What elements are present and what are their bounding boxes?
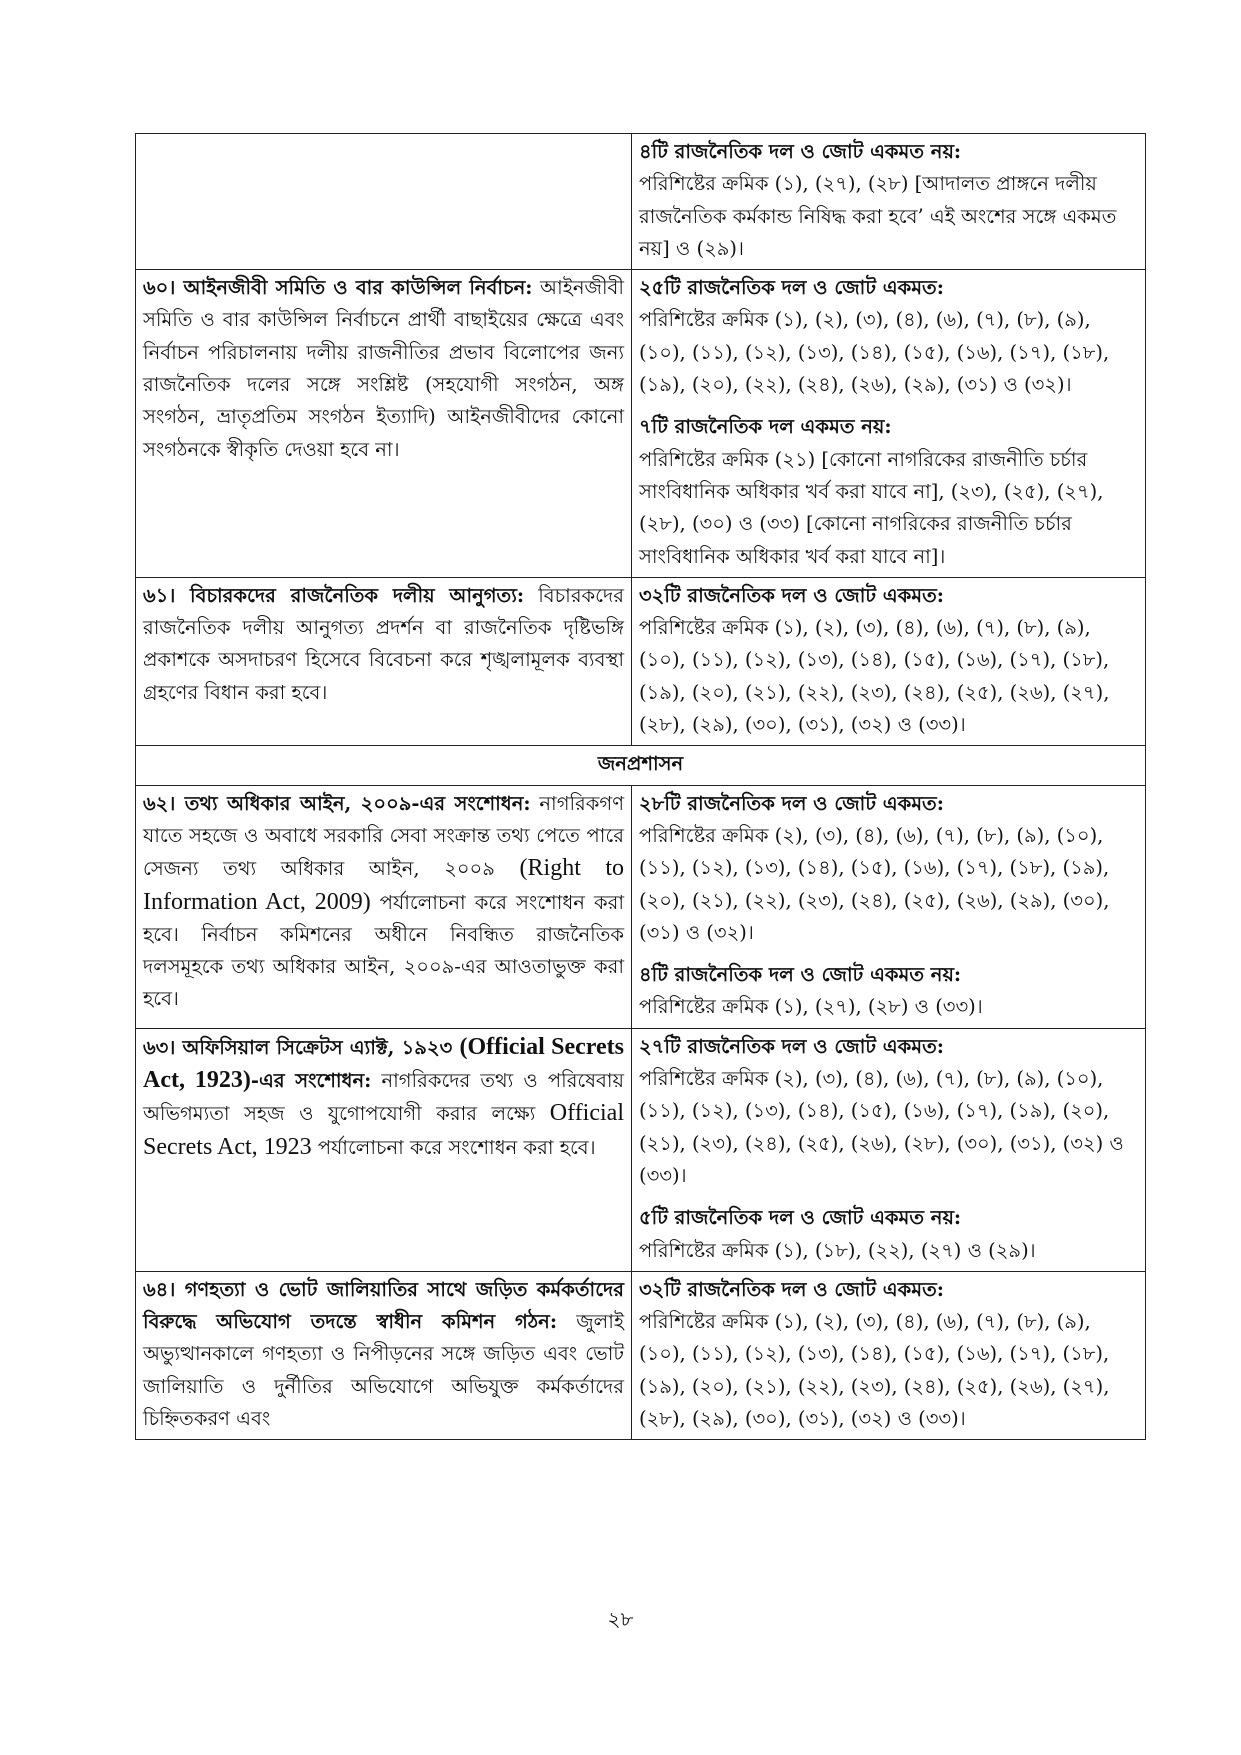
opinion-heading: ৪টি রাজনৈতিক দল ও জোট একমত নয়:: [639, 140, 962, 163]
spacer: [639, 949, 1138, 959]
proposal-text: নাগরিকদের তথ্য ও পরিষেবায় অভিগম্যতা সহজ ও যুগোপযোগী করার লক্ষ্যে: [143, 1069, 625, 1126]
opinion-heading: ৭টি রাজনৈতিক দল একমত নয়:: [639, 415, 892, 439]
proposal-title: ৬৩। অফিসিয়াল সিক্রেটস এ্যাক্ট, ১৯২৩: [143, 1035, 460, 1059]
opinion-text: পরিশিষ্টের ক্রমিক (২), (৩), (৪), (৬), (৭), (৮), (৯), (১০), (১১), (১২), (১৩), (১৪), (১৫), (১৬), (১৭), (১৮), (১৯), (২০), (২১), (২২), (২৩), (২৪), (২৫), (২৬), (২৯), (৩০), (৩১) ও (৩২)।: [639, 823, 1110, 944]
proposal-text-latin: Official Secrets Act, 1923: [143, 1100, 624, 1160]
opinion-text: পরিশিষ্টের ক্রমিক (১), (২), (৩), (৪), (৬), (৭), (৮), (৯), (১০), (১১), (১২), (১৩), (১৪), (১৫), (১৬), (১৭), (১৮), (১৯), (২০), (২১), (২২), (২৩), (২৪), (২৫), (২৬), (২৭), (২৮), (২৯), (৩০), (৩১), (৩২) ও (৩৩)।: [639, 616, 1110, 737]
opinion-text: পরিশিষ্টের ক্রমিক (২১) [কোনো নাগরিকের রাজনীতি চর্চার সাংবিধানিক অধিকার খর্ব করা যাবে না], (২৩), (২৫), (২৭), (২৮), (৩০) ও (৩৩) [কোনো নাগরিকের রাজনীতি চর্চার সাংবিধানিক অধিকার খর্ব করা যাবে না]।: [639, 447, 1104, 568]
section-heading: জনপ্রশাসন: [136, 746, 1146, 785]
proposal-cell: [136, 785, 632, 1028]
proposal-cell: [136, 1271, 632, 1439]
opinion-text: পরিশিষ্টের ক্রমিক (২), (৩), (৪), (৬), (৭), (৮), (৯), (১০), (১১), (১২), (১৩), (১৪), (১৫), (১৬), (১৭), (১৯), (২০), (২১), (২৩), (২৪), (২৫), (২৬), (২৮), (৩০), (৩১), (৩২) ও (৩৩)।: [639, 1067, 1124, 1187]
proposal-cell: [136, 270, 632, 578]
table-row: [136, 134, 1146, 270]
table-row: [136, 270, 1146, 578]
page-number: ২৮: [607, 1607, 634, 1631]
table-row: [136, 785, 1146, 1028]
opinion-heading: ৫টি রাজনৈতিক দল ও জোট একমত নয়:: [639, 1206, 962, 1230]
opinion-text: পরিশিষ্টের ক্রমিক (১), (২), (৩), (৪), (৬), (৭), (৮), (৯), (১০), (১১), (১২), (১৩), (১৪), (১৫), (১৬), (১৭), (১৮), (১৯), (২০), (২২), (২৪), (২৬), (২৯), (৩১) ও (৩২)।: [639, 308, 1110, 397]
table-row: [136, 1028, 1146, 1271]
proposal-text: আইনজীবী সমিতি ও বার কাউন্সিল নির্বাচনে প্রার্থী বাছাইয়ের ক্ষেত্রে এবং নির্বাচন পরিচালনায় দলীয় রাজনীতির প্রভাব বিলোপের জন্য রাজনৈতিক দলের সঙ্গে সংশ্লিষ্ট (সহযোগী সংগঠন, অঙ্গ সংগঠন, ভ্রাতৃপ্রতিম সংগঠন ইত্যাদি) আইনজীবীদের কোনো সংগঠনকে স্বীকৃতি দেওয়া হবে না।: [143, 276, 624, 461]
opinion-heading: ২৫টি রাজনৈতিক দল ও জোট একমত:: [639, 276, 944, 300]
proposal-text: নাগরিকগণ যাতে সহজে ও অবাধে সরকারি সেবা সংক্রান্ত তথ্য পেতে পারে সেজন্য তথ্য অধিকার আইন, ২০০৯: [143, 791, 624, 881]
opinion-heading: ৩২টি রাজনৈতিক দল ও জোট একমত:: [639, 583, 944, 607]
opinion-cell: [632, 577, 1146, 745]
opinion-text: পরিশিষ্টের ক্রমিক (১), (২৭), (২৮) ও (৩৩)।: [639, 995, 983, 1019]
proposal-title: ৬০। আইনজীবী সমিতি ও বার কাউন্সিল নির্বাচন:: [143, 276, 533, 300]
spacer: [639, 401, 1138, 411]
proposal-title: -এর সংশোধন:: [250, 1069, 372, 1093]
opinion-cell: [632, 134, 1146, 270]
proposal-text: জুলাই অভ্যুত্থানকালে গণহত্যা ও নিপীড়নের সঙ্গে জড়িত এবং ভোট জালিয়াতি ও দুর্নীতির অভিযোগে অভিযুক্ত কর্মকর্তাদের চিহ্নিতকরণ এবং: [143, 1310, 625, 1430]
opinion-text: পরিশিষ্টের ক্রমিক (১), (২৭), (২৮) [আদালত প্রাঙ্গনে দলীয় রাজনৈতিক কর্মকান্ড নিষিদ্ধ করা হবে’ এই অংশের সঙ্গে একমত নয়] ও (২৯)।: [639, 172, 1117, 260]
proposal-text-latin: (Right to Information Act, 2009): [143, 855, 624, 915]
table-row: [136, 1271, 1146, 1439]
proposal-title: ৬৪। গণহত্যা ও ভোট জালিয়াতির সাথে জড়িত কর্মকর্তাদের বিরুদ্ধে অভিযোগ তদন্তে স্বাধীন কমিশন গঠন:: [143, 1277, 624, 1334]
proposal-title-latin: (Official Secrets Act, 1923): [143, 1033, 624, 1094]
table-row: [136, 577, 1146, 745]
proposal-title: ৬১। বিচারকদের রাজনৈতিক দলীয় আনুগত্য:: [143, 583, 525, 607]
opinion-text: পরিশিষ্টের ক্রমিক (১), (২), (৩), (৪), (৬), (৭), (৮), (৯), (১০), (১১), (১২), (১৩), (১৪), (১৫), (১৬), (১৭), (১৮), (১৯), (২০), (২১), (২২), (২৩), (২৪), (২৫), (২৬), (২৭), (২৮), (২৯), (৩০), (৩১), (৩২) ও (৩৩)।: [639, 1310, 1110, 1430]
section-row: [136, 746, 1146, 785]
opinion-heading: ২৮টি রাজনৈতিক দল ও জোট একমত:: [639, 791, 944, 815]
opinion-cell: [632, 1028, 1146, 1271]
consensus-table: [135, 133, 1146, 1440]
opinion-cell: [632, 270, 1146, 578]
spacer: [639, 1192, 1138, 1202]
proposal-text: বিচারকদের রাজনৈতিক দলীয় আনুগত্য প্রদর্শন বা রাজনৈতিক দৃষ্টিভঙ্গি প্রকাশকে অসদাচরণ হিসেবে বিবেচনা করে শৃঙ্খলামূলক ব্যবস্থা গ্রহণের বিধান করা হবে।: [143, 583, 624, 704]
opinion-heading: ৩২টি রাজনৈতিক দল ও জোট একমত:: [639, 1277, 944, 1301]
opinion-heading: ৪টি রাজনৈতিক দল ও জোট একমত নয়:: [639, 963, 962, 987]
opinion-heading: ২৭টি রাজনৈতিক দল ও জোট একমত:: [639, 1034, 944, 1058]
opinion-text: পরিশিষ্টের ক্রমিক (১), (১৮), (২২), (২৭) ও (২৯)।: [639, 1238, 1036, 1262]
proposal-cell: [136, 577, 632, 745]
proposal-text: পর্যালোচনা করে সংশোধন করা হবে। নির্বাচন কমিশনের অধীনে নিবন্ধিত রাজনৈতিক দলসমূহকে তথ্য অধিকার আইন, ২০০৯-এর আওতাভুক্ত করা হবে।: [143, 890, 625, 1011]
proposal-cell-empty: [136, 134, 632, 270]
proposal-title: ৬২। তথ্য অধিকার আইন, ২০০৯-এর সংশোধন:: [143, 791, 531, 815]
proposal-cell: [136, 1028, 632, 1271]
opinion-cell: [632, 1271, 1146, 1439]
opinion-cell: [632, 785, 1146, 1028]
proposal-text: পর্যালোচনা করে সংশোধন করা হবে।: [311, 1135, 596, 1159]
